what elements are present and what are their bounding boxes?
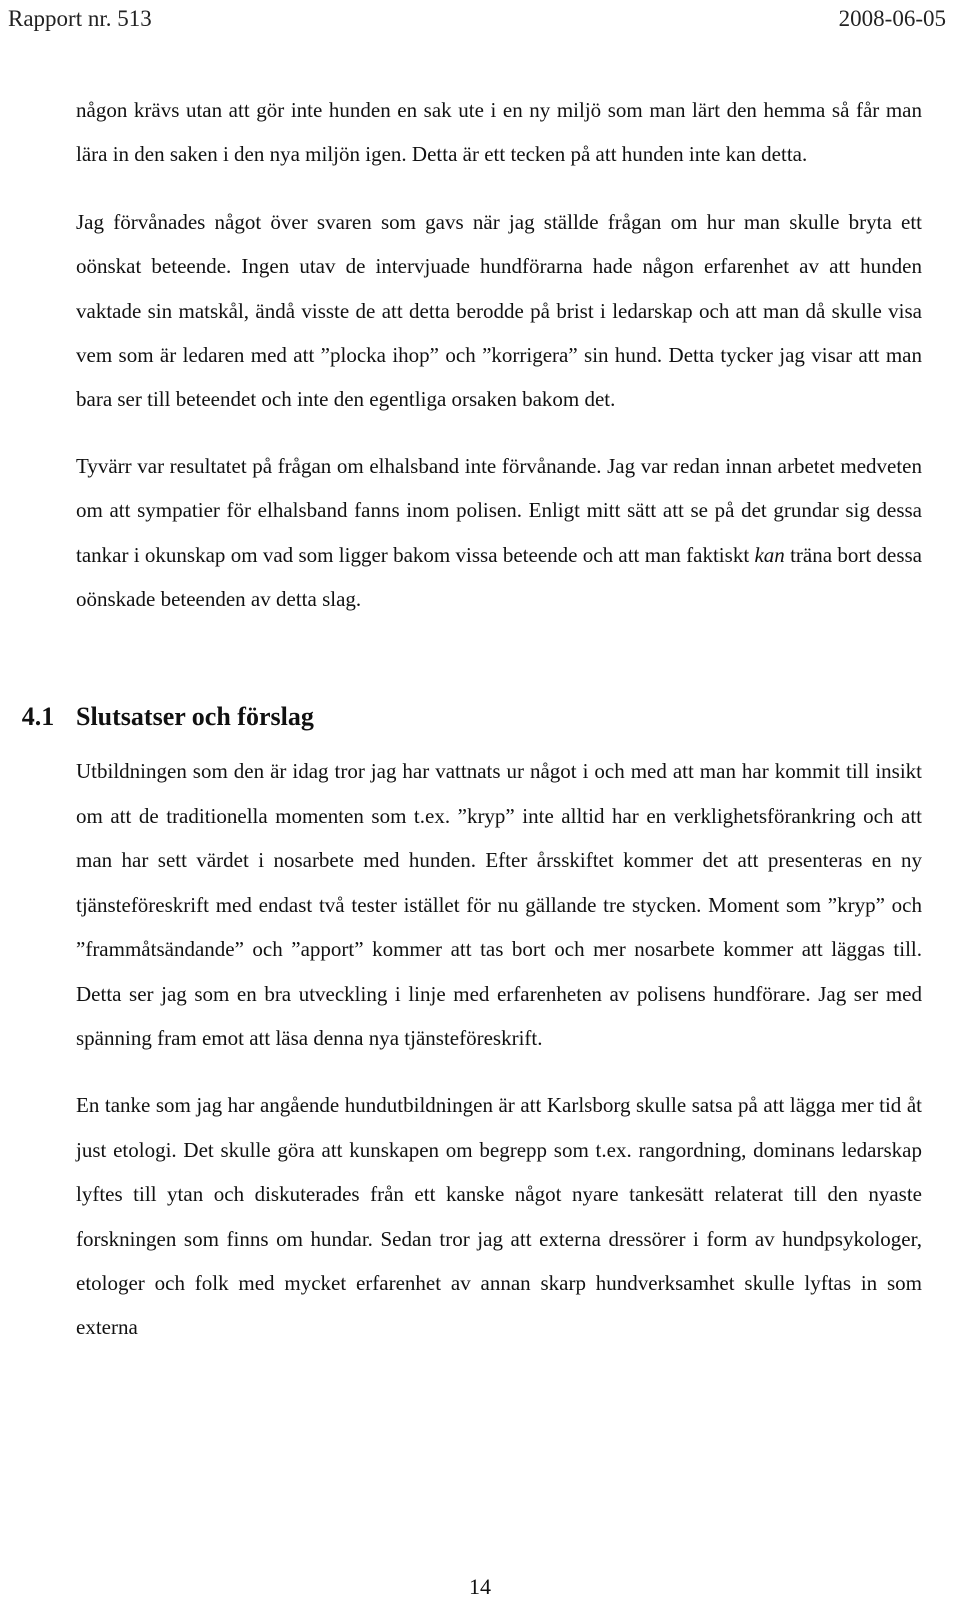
section-heading — [0, 697, 922, 737]
paragraph-3 — [76, 444, 922, 622]
page-header — [8, 6, 946, 38]
paragraph-2: Jag förvånades något över svaren som gavs när jag ställde frågan om hur man skulle bryta ett oönskat beteende. Ingen utav de intervjuade hundförarna hade någon erfarenhet av att hunden vaktade sin matskål, ändå visste de att detta berodde på brist i ledarskap och att man då skulle visa vem som är ledaren med att ”plocka ihop” och ”korrigera” sin hund. Detta tycker jag visar att man bara ser till beteendet och inte den egentliga orsaken bakom det. — [76, 209, 922, 412]
paragraph-3-emphasis: kan — [754, 542, 785, 567]
section-number: 4.1 — [21, 702, 55, 732]
body-content — [21, 88, 922, 1350]
report-date: 2008-06-05 — [838, 6, 946, 31]
paragraph-3-text-b: träna bort dessa oönskade beteenden av detta slag. — [76, 542, 922, 612]
page-number: 14 — [469, 1574, 491, 1599]
section-title: Slutsatser och förslag — [76, 702, 314, 732]
paragraph-1: någon krävs utan att gör inte hunden en sak ute i en ny miljö som man lärt den hemma så får man lära in den saken i den nya miljön igen. Detta är ett tecken på att hunden inte kan detta. — [76, 98, 922, 167]
paragraph-3-text-a: Tyvärr var resultatet på frågan om elhalsband inte förvånande. Jag var redan innan arbetet medveten om att sympatier för elhalsband fanns inom polisen. Enligt mitt sätt att se på det grundar sig dessa tankar i okunskap om vad som ligger bakom vissa beteende och att man faktiskt — [76, 453, 922, 567]
paragraph-5: En tanke som jag har angående hundutbildningen är att Karlsborg skulle satsa på att lägga mer tid åt just etologi. Det skulle göra att kunskapen om begrepp som t.ex. rangordning, dominans ledarskap lyftes till ytan och diskuterades från ett kanske något nyare tankesätt relaterat till den nyaste forskningen som finns om hundar. Sedan tror jag att externa dressörer i form av hundpsykologer, etologer och folk med mycket erfarenhet av annan skarp hundverksamhet skulle lyftas in som externa — [76, 1093, 922, 1340]
report-number: Rapport nr. 513 — [8, 6, 152, 31]
paragraph-4: Utbildningen som den är idag tror jag har vattnats ur något i och med att man har kommit till insikt om att de traditionella momenten som t.ex. ”kryp” inte alltid har en verklighetsförankring och att man har sett värdet i nosarbete med hunden. Efter årsskiftet kommer det att presenteras en ny tjänsteföreskrift med endast två tester istället för nu gällande tre stycken. Moment som ”kryp” och ”frammåtsändande” och ”apport” kommer att tas bort och mer nosarbete kommer att läggas till. Detta ser jag som en bra utveckling i linje med erfarenheten av polisens hundförare. Jag ser med spänning fram emot att läsa denna nya tjänsteföreskrift. — [76, 759, 922, 1050]
